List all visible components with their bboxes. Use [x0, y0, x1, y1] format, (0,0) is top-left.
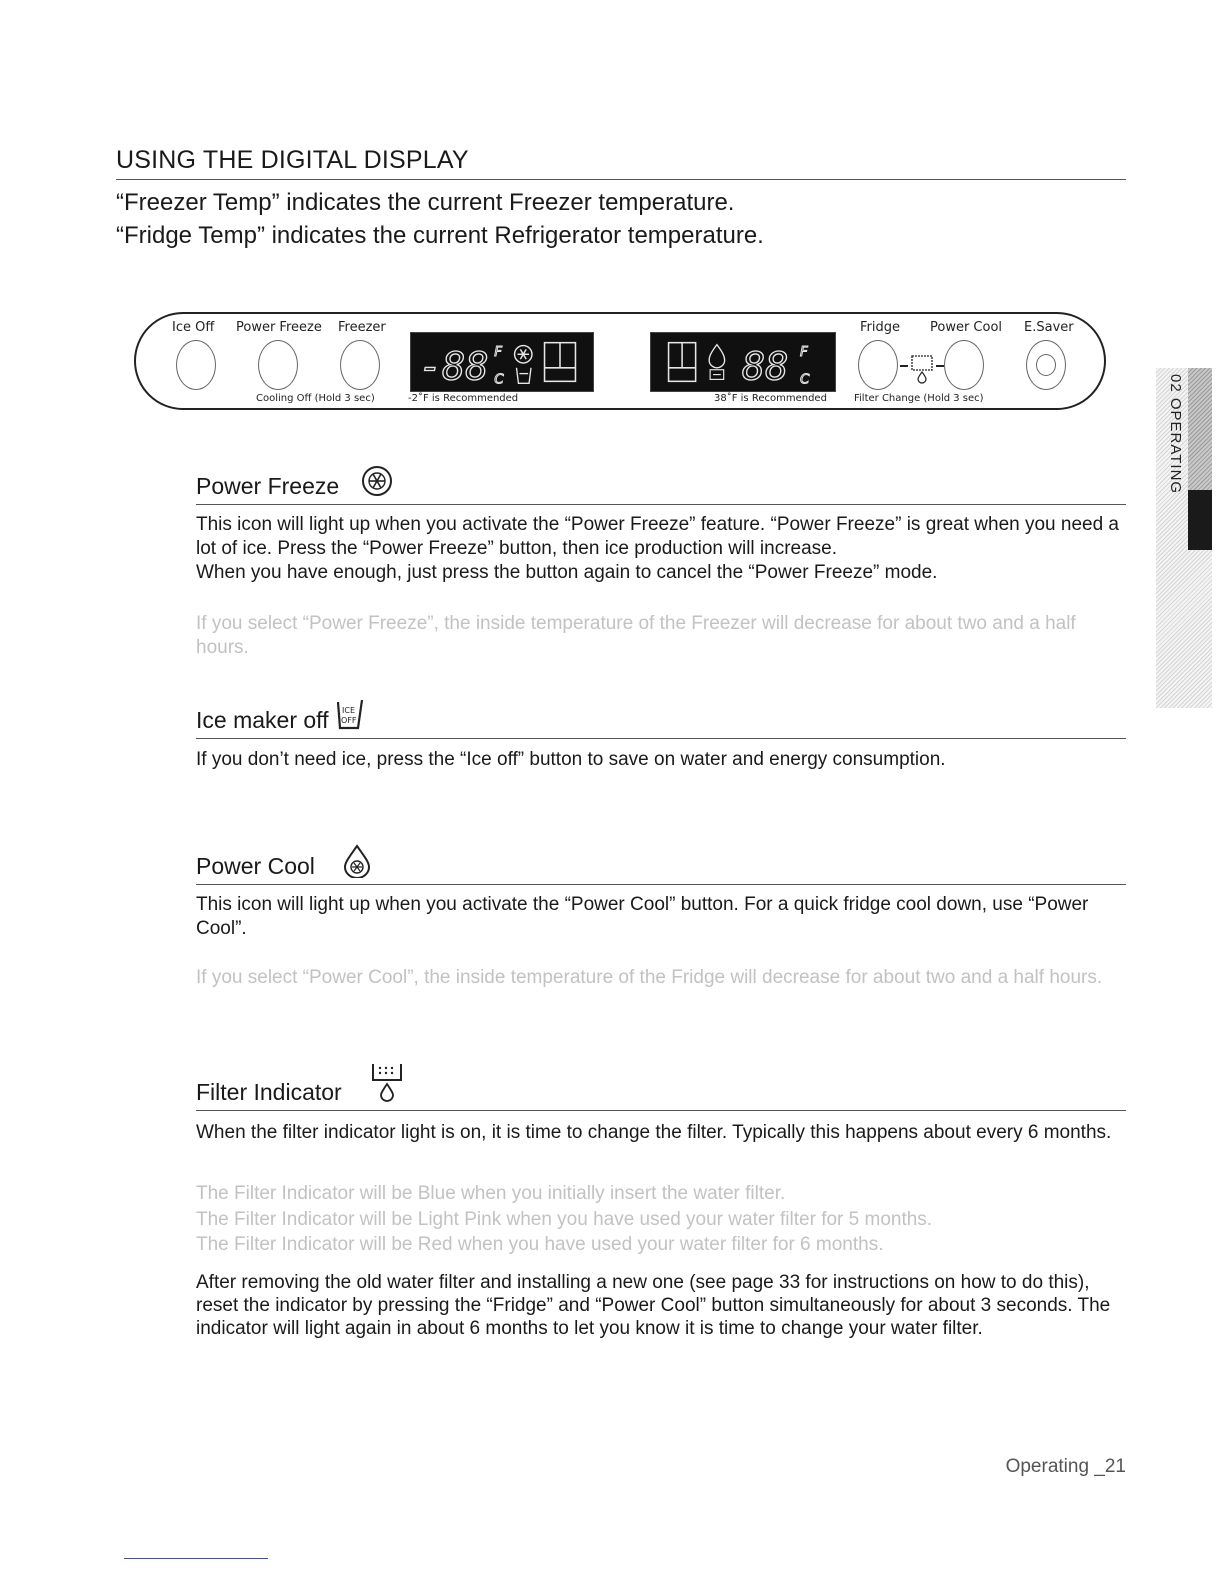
ice-off-button[interactable]	[176, 340, 216, 390]
power-freeze-title: Power Freeze	[196, 473, 340, 499]
filter-note-light-pink: The Filter Indicator will be Light Pink when you have used your water filter for 5 months.	[196, 1209, 933, 1230]
power-freeze-button[interactable]	[258, 340, 298, 390]
filter-indicator-header	[196, 1072, 1126, 1111]
label-esaver: E.Saver	[1024, 320, 1074, 335]
filter-reset-instructions: After removing the old water filter and installing a new one (see page 33 for instructions on how to do this), reset the indicator by pressing the “Fridge” and “Power Cool” button simultaneously for about 3 seconds. The indicator will light again in about 6 months to let you know it is time to change your water filter.	[196, 1272, 1111, 1339]
power-freeze-body-2: When you have enough, just press the button again to cancel the “Power Freeze” mode.	[196, 562, 938, 583]
label-power-freeze: Power Freeze	[236, 320, 322, 335]
freezer-display	[410, 332, 594, 392]
ice-off-icon-ice: ICE	[342, 706, 355, 715]
fridge-unit-f: F	[800, 344, 808, 361]
intro-freezer-temp: “Freezer Temp” indicates the current Freezer temperature.	[116, 189, 735, 216]
fridge-temp-readout: 88	[742, 344, 789, 390]
power-cool-header	[196, 846, 1126, 885]
power-freeze-snowflake-icon	[515, 346, 532, 363]
label-power-cool: Power Cool	[930, 320, 1003, 335]
filter-note-blue: The Filter Indicator will be Blue when you initially insert the water filter.	[196, 1183, 786, 1204]
bottom-rule	[124, 1558, 268, 1559]
freezer-button[interactable]	[340, 340, 380, 390]
fridge-button[interactable]	[858, 340, 898, 390]
power-cool-button[interactable]	[944, 340, 984, 390]
power-freeze-note: If you select “Power Freeze”, the inside temperature of the Freezer will decrease for about two and a half hours.	[196, 613, 1076, 658]
caption-freezer-recommended: -2˚F is Recommended	[408, 393, 519, 404]
freezer-door-icon	[545, 343, 576, 382]
freezer-temp-readout: -88	[418, 344, 489, 390]
esaver-button[interactable]	[1026, 340, 1066, 390]
filter-link-icon	[900, 352, 944, 384]
fridge-unit-c: C	[800, 371, 810, 388]
power-cool-drop-icon	[709, 345, 724, 368]
label-freezer: Freezer	[338, 320, 386, 335]
filter-indicator-title: Filter Indicator	[196, 1079, 342, 1105]
fridge-display	[650, 332, 836, 392]
filter-display-icon	[710, 370, 724, 380]
caption-cooling-off: Cooling Off (Hold 3 sec)	[256, 393, 375, 404]
filter-indicator-body: When the filter indicator light is on, it is time to change the filter. Typically this happens about every 6 months.	[196, 1122, 1112, 1143]
power-freeze-body-1: This icon will light up when you activate the “Power Freeze” feature. “Power Freeze” is great when you need a lot of ice. Press the “Power Freeze” button, then ice production will increase.	[196, 514, 1120, 559]
power-cool-body: This icon will light up when you activate the “Power Cool” button. For a quick fridge cool down, use “Power Cool”.	[196, 894, 1089, 939]
label-fridge: Fridge	[860, 320, 900, 335]
ice-off-icon-off: OFF	[341, 716, 357, 725]
control-panel-diagram	[134, 312, 1106, 410]
fridge-door-icon	[669, 343, 696, 382]
page-title: USING THE DIGITAL DISPLAY	[116, 146, 1126, 180]
freezer-unit-f: F	[494, 344, 503, 361]
side-tab-marker	[1188, 490, 1212, 550]
label-ice-off: Ice Off	[172, 320, 215, 335]
power-freeze-header	[196, 466, 1126, 505]
power-cool-title: Power Cool	[196, 853, 315, 879]
ice-off-icon	[336, 698, 366, 732]
power-cool-icon	[342, 844, 372, 878]
ice-off-cup-icon	[517, 368, 532, 383]
page-footer: Operating _21	[1005, 1456, 1126, 1477]
filter-indicator-icon	[370, 1060, 404, 1104]
ice-maker-off-body: If you don’t need ice, press the “Ice off” button to save on water and energy consumption.	[196, 749, 946, 770]
filter-note-red: The Filter Indicator will be Red when you have used your water filter for 6 months.	[196, 1234, 884, 1255]
power-cool-note: If you select “Power Cool”, the inside temperature of the Fridge will decrease for about two and a half hours.	[196, 967, 1103, 988]
caption-fridge-recommended: 38˚F is Recommended	[714, 393, 827, 404]
ice-maker-off-title: Ice maker off	[196, 707, 329, 733]
side-tab-label: 02 OPERATING	[1167, 374, 1184, 495]
ice-maker-off-header	[196, 700, 1126, 739]
power-freeze-icon	[360, 464, 394, 498]
esaver-inner-ring	[1036, 354, 1056, 376]
intro-fridge-temp: “Fridge Temp” indicates the current Refrigerator temperature.	[116, 222, 764, 249]
caption-filter-change: Filter Change (Hold 3 sec)	[854, 393, 984, 404]
freezer-unit-c: C	[494, 371, 504, 388]
